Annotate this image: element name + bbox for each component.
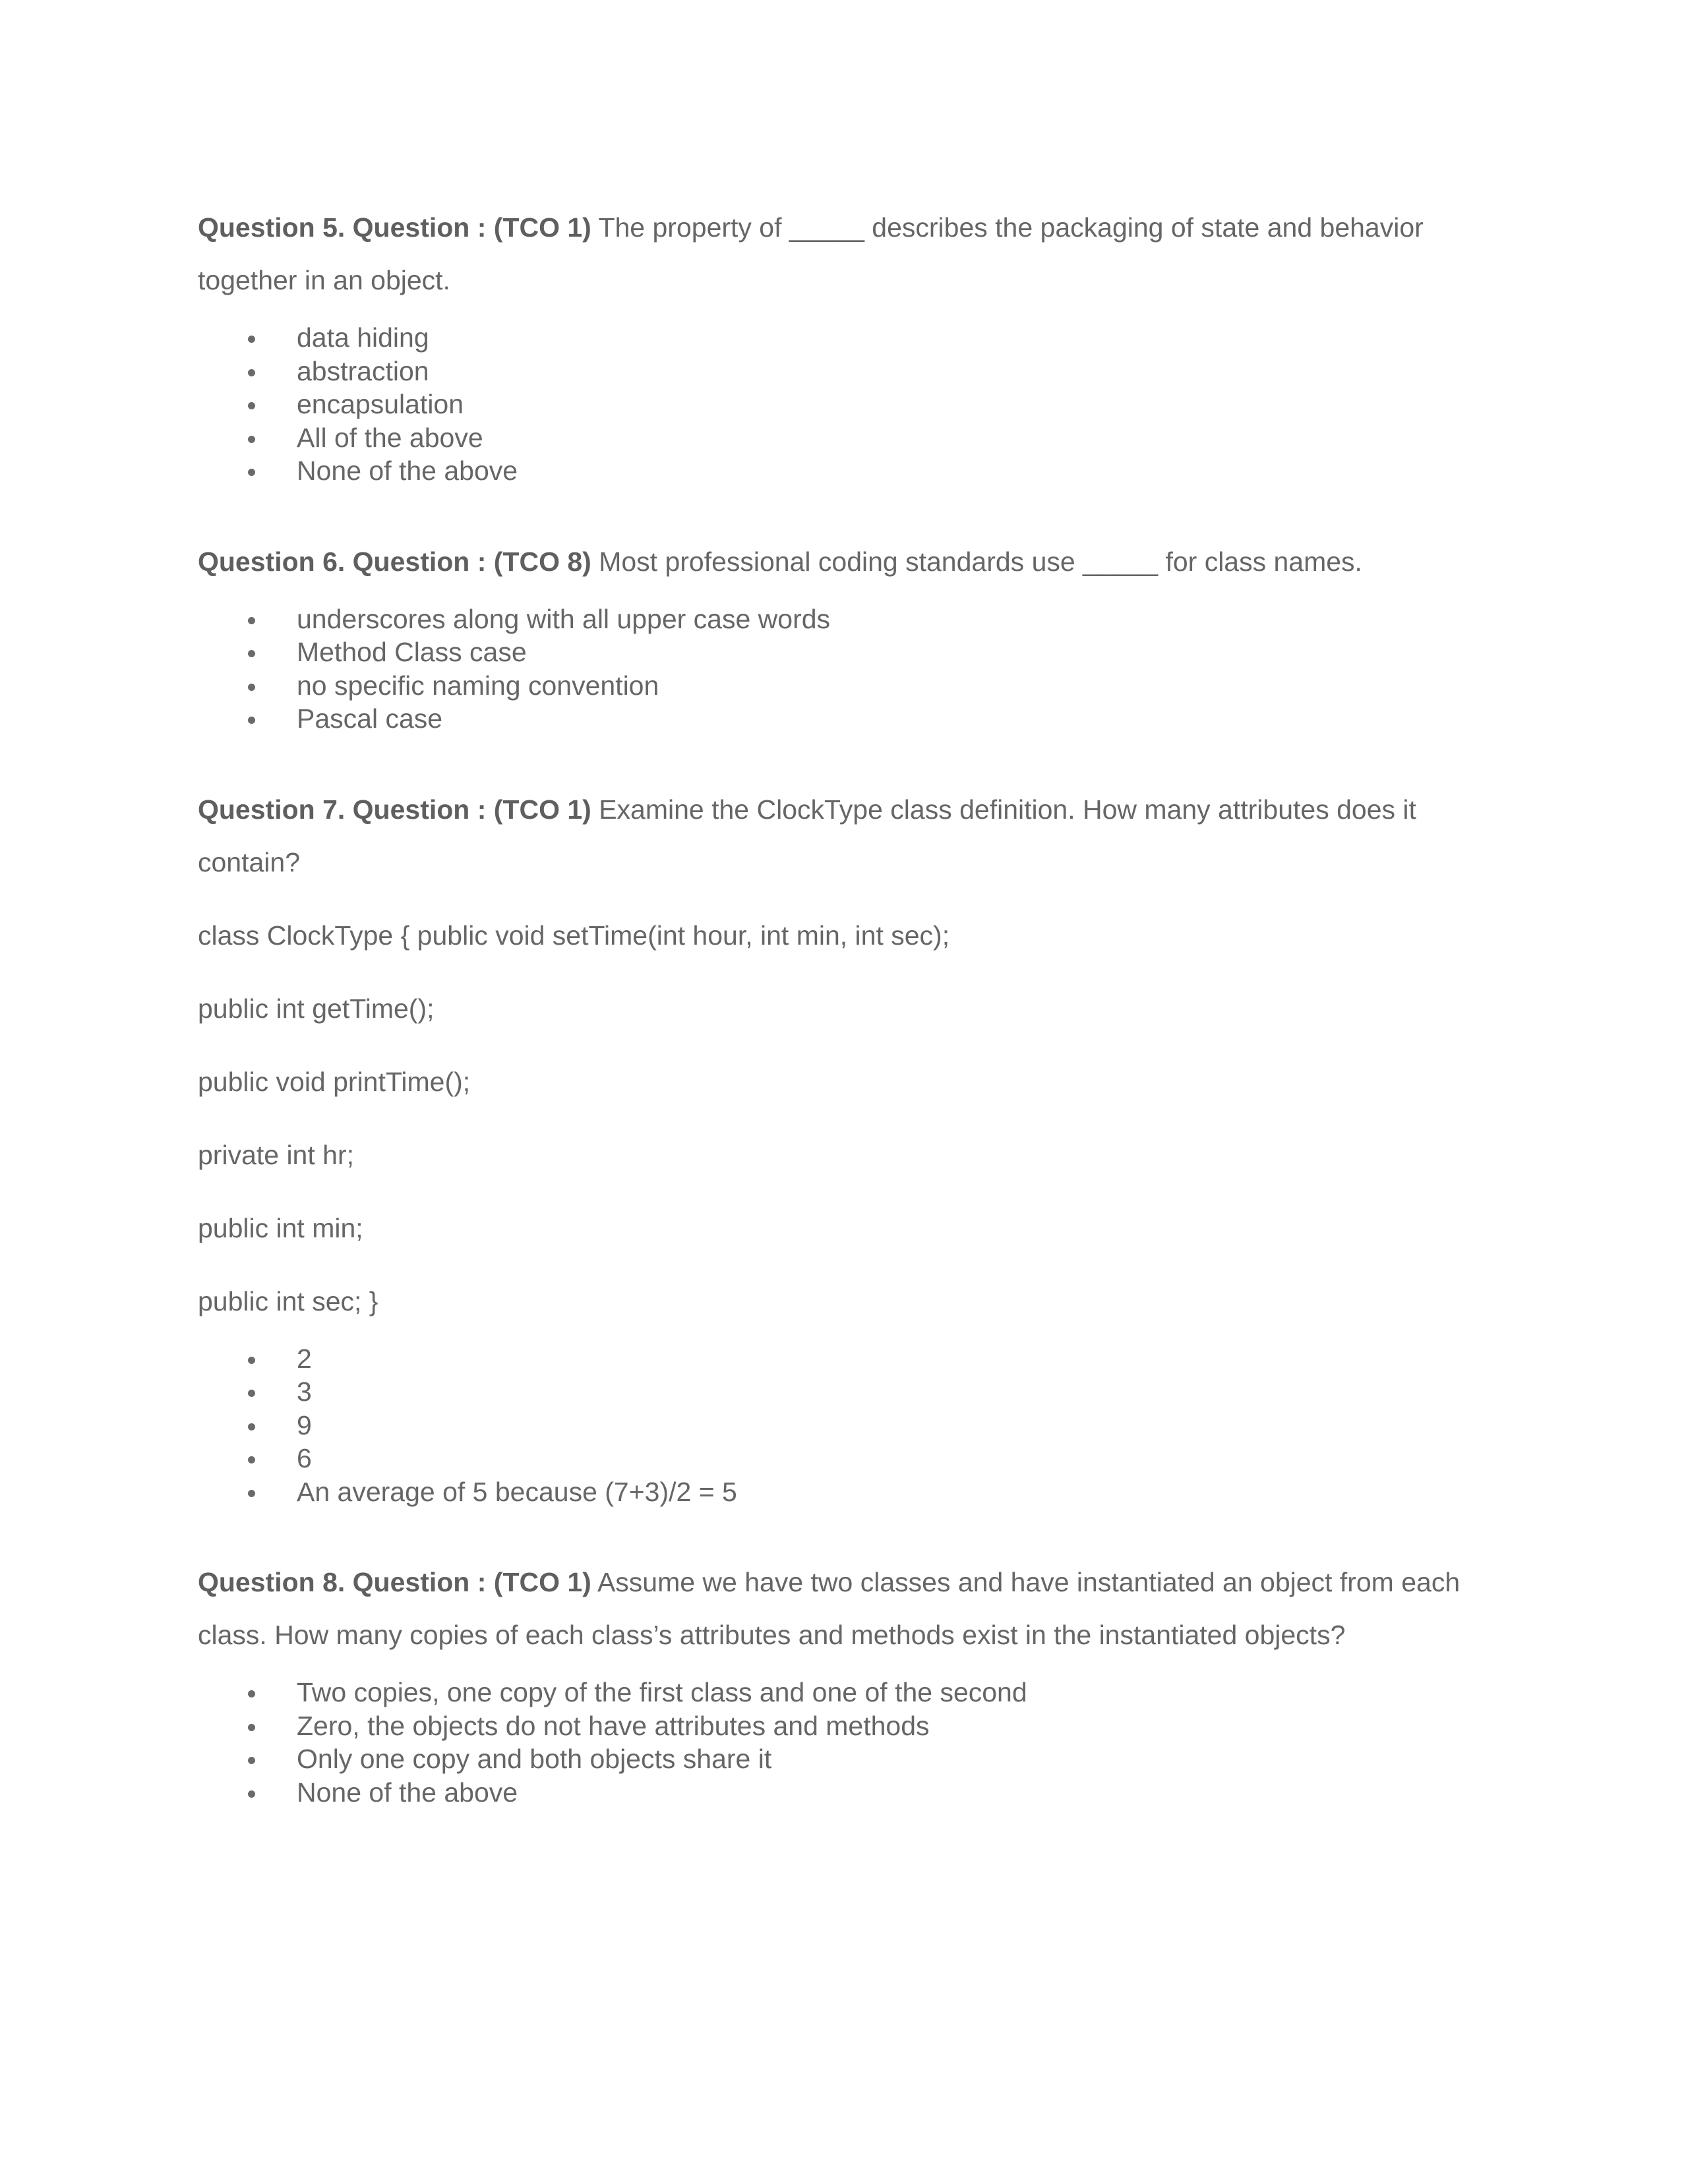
code-line: public int sec; } — [198, 1285, 378, 1316]
option: 9 — [198, 1409, 1517, 1442]
question-5-body: The property of _____ describes the packaging of state and behavior together in an object. — [198, 212, 1424, 295]
question-5-options — [198, 321, 1517, 488]
question-8 — [198, 1556, 1517, 1809]
question-6-options — [198, 603, 1517, 736]
question-8-text — [198, 1556, 1517, 1661]
option: abstraction — [198, 355, 1517, 388]
option: An average of 5 because (7+3)/2 = 5 — [198, 1475, 1517, 1509]
question-7-heading: Question 7. Question : (TCO 1) — [198, 794, 591, 825]
option: underscores along with all upper case words — [198, 603, 1517, 636]
question-8-options — [198, 1676, 1517, 1809]
code-line: public void printTime(); — [198, 1066, 471, 1097]
question-6 — [198, 535, 1517, 736]
option: Two copies, one copy of the first class and one of the second — [198, 1676, 1517, 1709]
question-5 — [198, 201, 1517, 488]
option: 2 — [198, 1342, 1517, 1376]
document-page — [198, 201, 1517, 1809]
option: Zero, the objects do not have attributes and methods — [198, 1709, 1517, 1743]
question-8-body: Assume we have two classes and have instantiated an object from each class. How many copies of each class’s attributes and methods exist in the instantiated objects? — [198, 1567, 1461, 1650]
question-6-body: Most professional coding standards use _____ for class names. — [591, 546, 1362, 577]
code-line: class ClockType { public void setTime(int hour, int min, int sec); — [198, 920, 950, 951]
question-7 — [198, 783, 1517, 1509]
option: All of the above — [198, 421, 1517, 455]
question-7-body: Examine the ClockType class definition. How many attributes does it contain? — [198, 794, 1416, 877]
code-line: private int hr; — [198, 1139, 354, 1170]
option: Only one copy and both objects share it — [198, 1742, 1517, 1776]
option: 6 — [198, 1442, 1517, 1475]
question-8-heading: Question 8. Question : (TCO 1) — [198, 1567, 591, 1597]
code-line: public int min; — [198, 1212, 363, 1243]
question-5-text — [198, 201, 1517, 307]
option: None of the above — [198, 1776, 1517, 1810]
option: data hiding — [198, 321, 1517, 355]
option: no specific naming convention — [198, 669, 1517, 703]
code-line: public int getTime(); — [198, 993, 435, 1024]
option: 3 — [198, 1375, 1517, 1409]
question-6-text — [198, 535, 1517, 588]
option: Pascal case — [198, 702, 1517, 736]
question-5-heading: Question 5. Question : (TCO 1) — [198, 212, 591, 243]
question-7-text — [198, 783, 1517, 889]
question-7-options — [198, 1342, 1517, 1509]
code-block — [198, 909, 1517, 1328]
question-6-heading: Question 6. Question : (TCO 8) — [198, 546, 591, 577]
option: None of the above — [198, 454, 1517, 488]
option: encapsulation — [198, 388, 1517, 421]
option: Method Class case — [198, 635, 1517, 669]
